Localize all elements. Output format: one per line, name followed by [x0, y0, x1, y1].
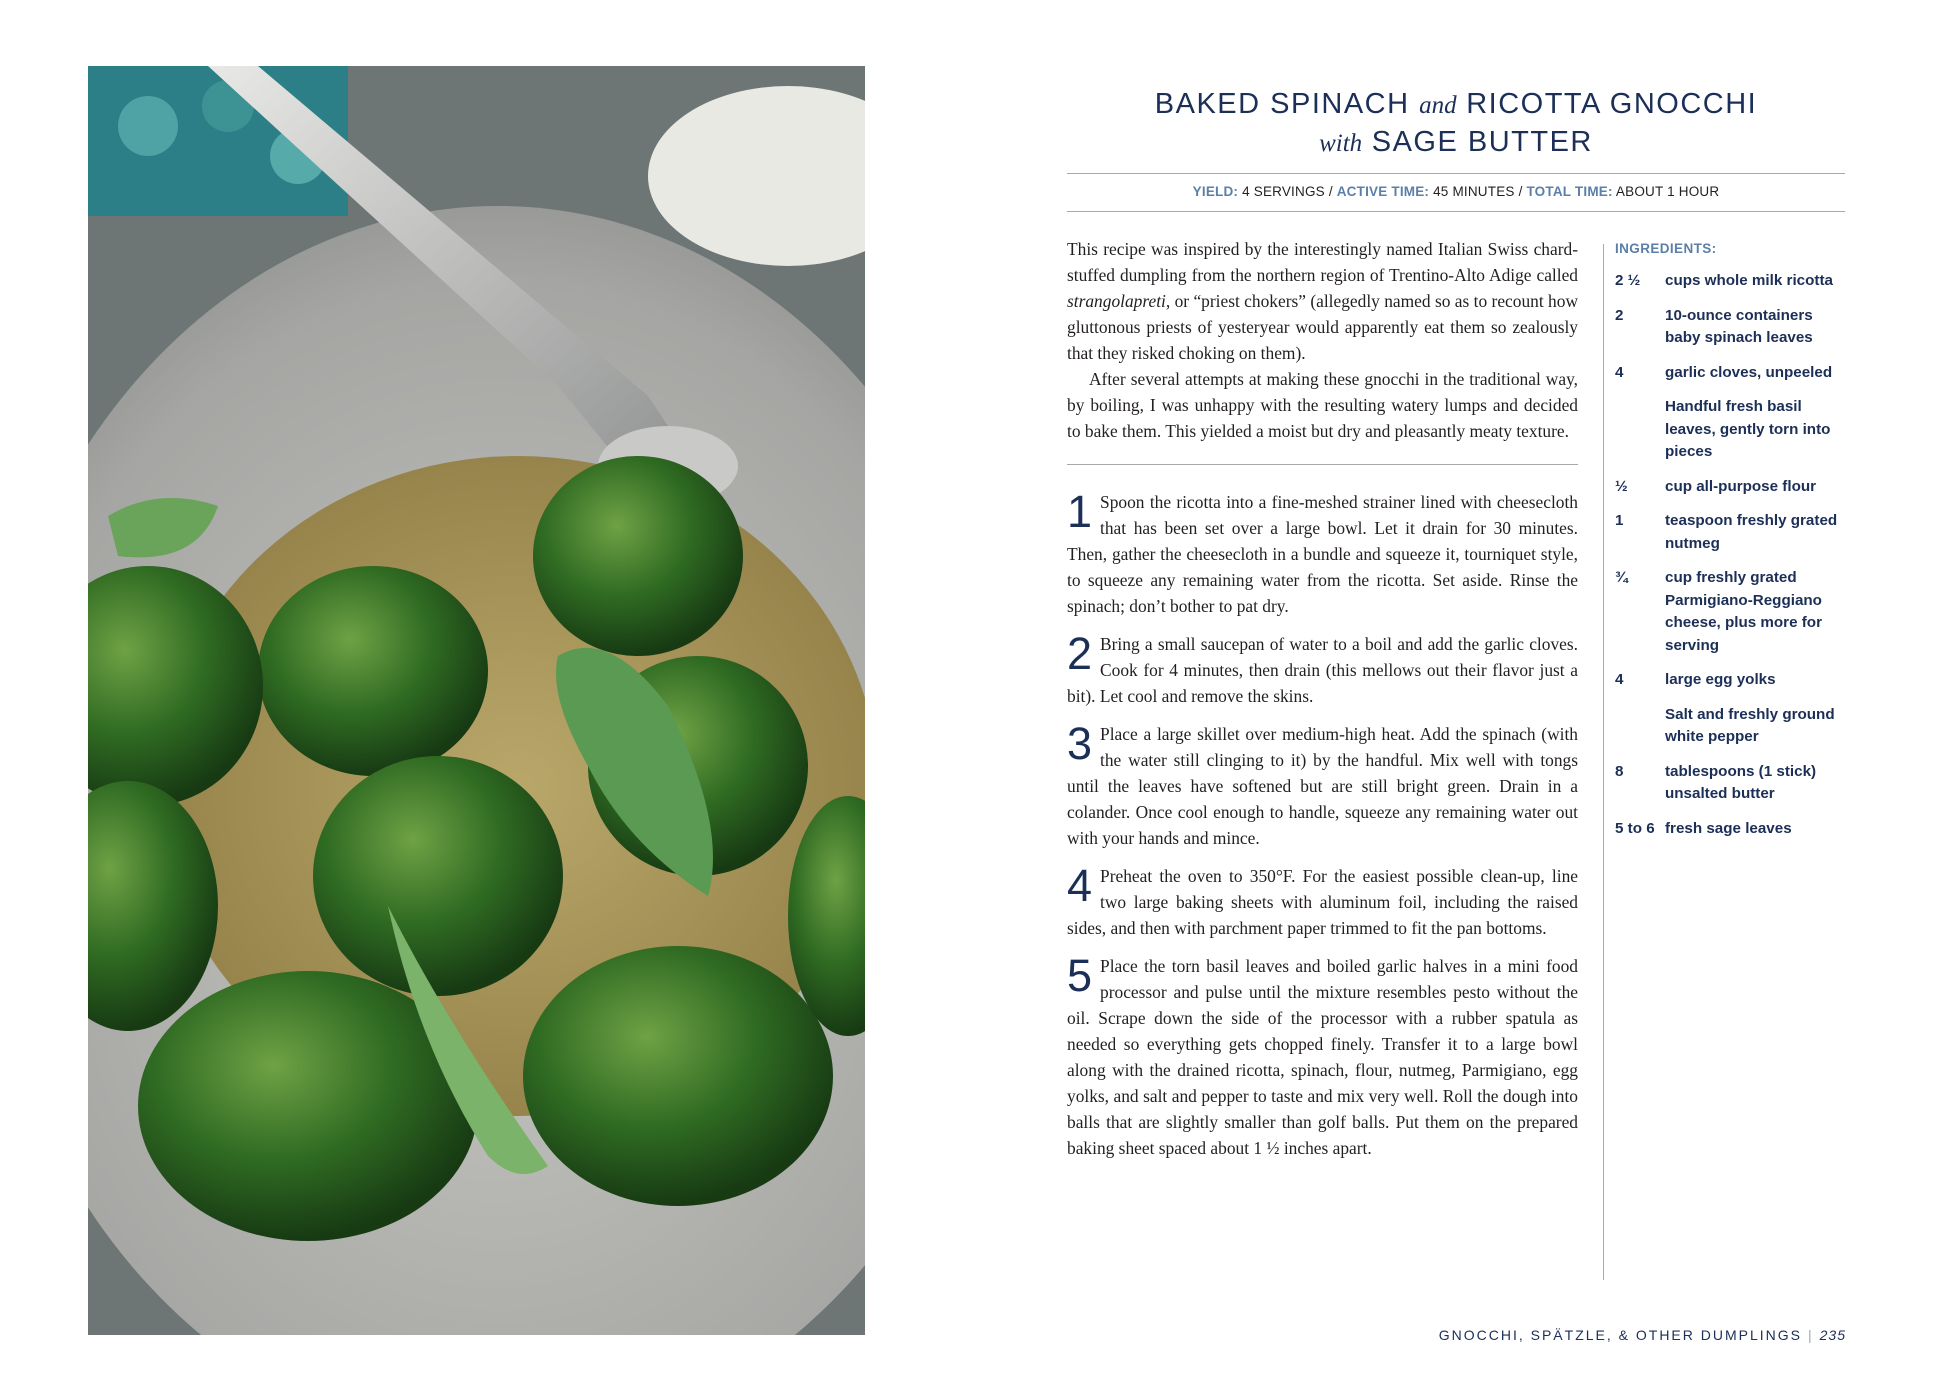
- ingredient-qty: 8: [1615, 762, 1624, 780]
- intro-divider: [1067, 464, 1578, 465]
- footer-separator: |: [1808, 1327, 1814, 1343]
- step-text: Place the torn basil leaves and boiled garlic halves in a mini food processor and pulse until the mixture resembles pesto without the oil. Scrape down the side of the processor with a rubber spatula as needed so everything gets chopped finely. Transfer it to a large bowl along with the drained ricotta, spinach, flour, nutmeg, Parmigiano, egg yolks, and salt and pepper to taste and mix very well. Roll the dough into balls that are slightly smaller than golf balls. Put them on the prepared baking sheet spaced about 1 ½ inches apart.: [1067, 956, 1578, 1158]
- ingredient-qty: [1615, 396, 1665, 464]
- ingredient-qty: 2: [1615, 306, 1624, 324]
- ingredient-item: [1615, 476, 1845, 499]
- ingredient-item: [1615, 396, 1845, 464]
- ingredient-name: Handful fresh basil leaves, gently torn into pieces: [1665, 398, 1831, 460]
- step-number: 4: [1067, 860, 1093, 911]
- step-4: [1067, 860, 1578, 941]
- ingredient-name: large egg yolks: [1665, 671, 1776, 688]
- intro-paragraph-1: [1067, 236, 1578, 366]
- title-part-2: RICOTTA GNOCCHI: [1466, 88, 1758, 120]
- ingredient-name: 10-ounce containers baby spinach leaves: [1665, 306, 1813, 346]
- ingredient-name: tablespoons (1 stick) unsalted butter: [1665, 762, 1817, 802]
- ingredient-item: [1615, 510, 1845, 555]
- step-5: [1067, 950, 1578, 1161]
- yield-label: YIELD:: [1192, 184, 1239, 199]
- ingredient-item: [1615, 305, 1845, 350]
- ingredient-qty: [1615, 704, 1665, 749]
- step-text: Place a large skillet over medium-high heat. Add the spinach (with the water still clinging to it) by the handful. Mix well with tongs until the leaves have softened but are still bright green. Drain in a colander. Once cool enough to handle, squeeze any remaining water out with your hands and mince.: [1067, 724, 1578, 848]
- ingredient-name: cups whole milk ricotta: [1665, 272, 1833, 289]
- step-number: 1: [1067, 486, 1093, 537]
- step-text: Bring a small saucepan of water to a boil and add the garlic cloves. Cook for 4 minutes, then drain (this mellows out their flavor just a bit). Let cool and remove the skins.: [1067, 634, 1578, 706]
- active-time-label: ACTIVE TIME:: [1336, 184, 1430, 199]
- gnocchi-photo-illustration: [88, 66, 865, 1335]
- gnocchi-photo: [88, 66, 865, 1335]
- ingredient-item: [1615, 704, 1845, 749]
- ingredient-qty: 4: [1615, 671, 1624, 688]
- step-3: [1067, 718, 1578, 851]
- step-text: Spoon the ricotta into a fine-meshed strainer lined with cheesecloth that has been set over a large bowl. Let it drain for 30 minutes. Then, gather the cheesecloth in a bundle and squeeze it, tourniquet style, to squeeze any remaining water from the ricotta. Set aside. Rinse the spinach; don’t bother to pat dry.: [1067, 492, 1578, 616]
- title-rule-bottom: [1067, 211, 1845, 212]
- ingredients-heading: INGREDIENTS:: [1615, 241, 1717, 256]
- ingredient-item: [1615, 761, 1845, 806]
- ingredient-qty: ½: [1615, 477, 1628, 495]
- ingredient-item: [1615, 818, 1845, 841]
- ingredient-name: garlic cloves, unpeeled: [1665, 363, 1833, 381]
- recipe-title-line-2: [1067, 124, 1845, 162]
- title-conjunction-with: with: [1319, 130, 1363, 157]
- step-number: 3: [1067, 718, 1093, 769]
- step-text: Preheat the oven to 350°F. For the easiest possible clean-up, line two large baking sheets with aluminum foil, including the raised sides, and then with parchment paper trimmed to fit the pan bottoms.: [1067, 866, 1578, 938]
- step-number: 5: [1067, 950, 1093, 1001]
- ingredient-item: [1615, 567, 1845, 657]
- intro-p1-italic: strangolapreti,: [1067, 291, 1171, 311]
- title-conjunction-and: and: [1419, 92, 1457, 119]
- ingredient-item: [1615, 362, 1845, 385]
- recipe-title: [1067, 86, 1845, 162]
- recipe-meta: [1067, 184, 1845, 199]
- intro-p1-text-end: or “priest chokers” (allegedly named so as to recount how gluttonous priests of yesteryear would apparently eat them so zealously that they risked choking on them).: [1067, 291, 1578, 363]
- ingredient-name: Salt and freshly ground white pepper: [1665, 705, 1835, 745]
- active-time-value: 45 MINUTES: [1433, 184, 1515, 199]
- yield-value: 4 SERVINGS: [1242, 184, 1325, 199]
- ingredient-name: cup freshly grated Parmigiano-Reggiano cheese, plus more for serving: [1665, 569, 1822, 654]
- total-time-value: ABOUT 1 HOUR: [1615, 184, 1720, 199]
- ingredients-list: [1615, 241, 1845, 852]
- recipe-body: [1067, 236, 1578, 1173]
- ingredient-qty: 1: [1615, 512, 1624, 529]
- ingredient-item: [1615, 669, 1845, 692]
- meta-separator: /: [1324, 184, 1337, 199]
- ingredient-qty: ¾: [1615, 569, 1628, 586]
- meta-separator: /: [1514, 184, 1527, 199]
- intro-paragraph-2: After several attempts at making these gnocchi in the traditional way, by boiling, I was unhappy with the resulting watery lumps and decided to bake them. This yielded a moist but dry and pleasantly meaty texture.: [1067, 369, 1578, 441]
- ingredient-qty: 5 to 6: [1615, 819, 1655, 837]
- total-time-label: TOTAL TIME:: [1526, 184, 1613, 199]
- ingredient-item: [1615, 270, 1845, 293]
- recipe-intro: [1067, 236, 1578, 444]
- page-number: 235: [1819, 1327, 1846, 1343]
- recipe-title-line-1: [1067, 86, 1845, 124]
- footer-section-title: GNOCCHI, SPÄTZLE, & OTHER DUMPLINGS: [1438, 1327, 1802, 1343]
- ingredient-name: cup all-purpose flour: [1665, 477, 1817, 495]
- ingredient-qty: 2 ½: [1615, 272, 1641, 289]
- ingredients-divider: [1603, 244, 1604, 1280]
- step-2: [1067, 628, 1578, 709]
- title-part-3: SAGE BUTTER: [1371, 126, 1593, 158]
- title-part-1: BAKED SPINACH: [1154, 88, 1410, 120]
- ingredient-qty: 4: [1615, 363, 1624, 381]
- step-number: 2: [1067, 628, 1093, 679]
- ingredient-name: fresh sage leaves: [1665, 819, 1792, 837]
- step-1: [1067, 486, 1578, 619]
- intro-p1-text: This recipe was inspired by the interestingly named Italian Swiss chard-stuffed dumpling from the northern region of Trentino-Alto Adige called: [1067, 239, 1578, 285]
- title-rule-top: [1067, 173, 1845, 174]
- ingredient-name: teaspoon freshly grated nutmeg: [1665, 512, 1838, 552]
- page-footer: [1439, 1327, 1846, 1343]
